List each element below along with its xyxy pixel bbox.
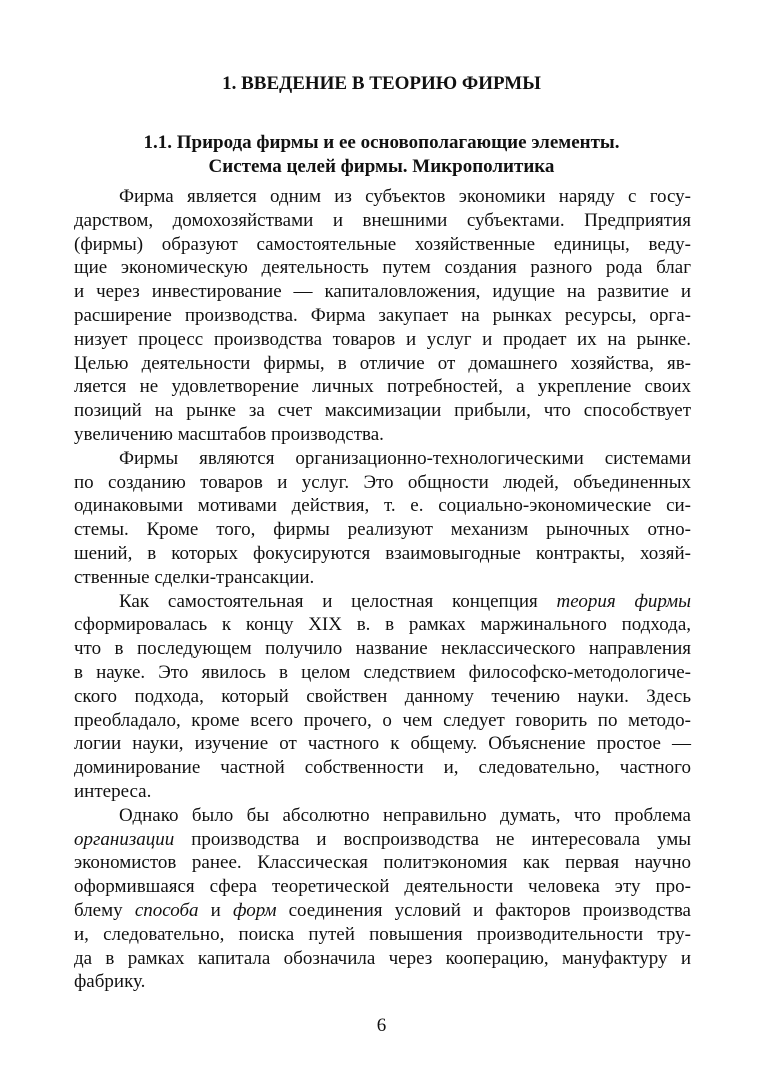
paragraph [74, 185, 691, 447]
text-run: соединения условий и факторов производства [276, 899, 691, 921]
text-line [74, 828, 691, 852]
text-line [74, 732, 691, 756]
text-line [74, 447, 691, 471]
text-run: ляется не удовлетворение личных потребностей, а укрепление своих [74, 376, 691, 398]
text-run: да в рамках капитала обозначила через кооперацию, мануфактуру и [74, 947, 691, 969]
text-run: фабрику. [74, 971, 146, 993]
text-run: оформившаяся сфера теоретической деятельности человека эту про- [74, 876, 691, 898]
text-run: и, следовательно, поиска путей повышения производительности тру- [74, 923, 691, 945]
text-run: (фирмы) образуют самостоятельные хозяйственные единицы, веду- [74, 233, 691, 255]
text-run: блему [74, 899, 135, 921]
paragraph [74, 804, 691, 994]
text-run: в науке. Это явилось в целом следствием философско-методологиче- [74, 661, 691, 683]
text-run: ского подхода, который свойствен данному течению науки. Здесь [74, 685, 691, 707]
text-run: увеличению масштабов производства. [74, 423, 384, 445]
italic-term: форм [233, 899, 277, 921]
section-title-line-1: 1.1. Природа фирмы и ее основополагающие элементы. [143, 132, 620, 153]
text-run: сформировалась к концу XIX в. в рамках маржинального подхода, [74, 614, 691, 636]
text-line [74, 756, 691, 780]
text-run: логии науки, изучение от частного к общему. Объяснение простое — [74, 733, 691, 755]
text-run: низует процесс производства товаров и услуг и продает их на рынке. [74, 328, 691, 350]
text-line [74, 304, 691, 328]
text-line [74, 328, 691, 352]
text-run: интереса. [74, 780, 152, 802]
text-run: Фирмы являются организационно-технологическими системами [119, 447, 691, 469]
text-line [74, 947, 691, 971]
italic-term: организации [74, 828, 175, 850]
text-run: Фирма является одним из субъектов экономики наряду с госу- [119, 186, 691, 207]
text-run: стемы. Кроме того, фирмы реализуют механизм рыночных отно- [74, 519, 691, 541]
paragraph [74, 447, 691, 590]
text-line [74, 399, 691, 423]
text-line [74, 518, 691, 542]
text-run: одинаковыми мотивами действия, т. е. социально-экономические си- [74, 495, 691, 517]
text-line [74, 613, 691, 637]
text-line [74, 233, 691, 257]
text-line [74, 590, 691, 614]
text-line [74, 780, 691, 804]
text-run: позиций на рынке за счет максимизации прибыли, что способствует [74, 400, 691, 422]
text-run: что в последующем получило название неклассического направления [74, 638, 691, 660]
text-line [74, 804, 691, 828]
text-run: Как самостоятельная и целостная концепция [119, 590, 557, 612]
section-title-line-2: Система целей фирмы. Микрополитика [208, 156, 555, 177]
text-run: доминирование частной собственности и, следовательно, частного [74, 757, 691, 779]
text-run: шений, в которых фокусируются взаимовыгодные контракты, хозяй- [74, 542, 691, 564]
text-line [74, 923, 691, 947]
text-line [74, 637, 691, 661]
text-line [74, 471, 691, 495]
text-run: экономистов ранее. Классическая политэкономия как первая научно [74, 852, 691, 874]
text-run: по созданию товаров и услуг. Это общности людей, объединенных [74, 471, 691, 493]
text-run: и через инвестирование — капиталовложения, идущие на развитие и [74, 281, 691, 303]
text-line [74, 851, 691, 875]
text-run: Целью деятельности фирмы, в отличие от домашнего хозяйства, яв- [74, 352, 691, 374]
text-run: Однако было бы абсолютно неправильно думать, что проблема [119, 804, 691, 826]
text-line [74, 566, 691, 590]
text-line [74, 256, 691, 280]
text-line [74, 875, 691, 899]
text-run: расширение производства. Фирма закупает на рынках ресурсы, орга- [74, 304, 691, 326]
text-line [74, 542, 691, 566]
text-line [74, 661, 691, 685]
page-number: 6 [376, 1015, 387, 1036]
text-line [74, 685, 691, 709]
italic-term: способа [134, 899, 199, 921]
text-line [74, 185, 691, 209]
text-line [74, 375, 691, 399]
chapter-title: 1. ВВЕДЕНИЕ В ТЕОРИЮ ФИРМЫ [222, 73, 541, 94]
italic-term: теория фирмы [556, 590, 691, 612]
text-line [74, 899, 691, 923]
text-run: ственные сделки-трансакции. [74, 566, 315, 588]
section-title [0, 131, 763, 179]
text-run: преобладало, кроме всего прочего, о чем следует говорить по методо- [74, 709, 691, 731]
text-line [74, 209, 691, 233]
text-run: производства и воспроизводства не интересовала умы [174, 828, 691, 850]
text-line [74, 423, 691, 447]
text-run: щие экономическую деятельность путем создания разного рода благ [74, 257, 691, 279]
text-line [74, 280, 691, 304]
text-line [74, 709, 691, 733]
paragraph [74, 590, 691, 804]
text-line [74, 494, 691, 518]
body-text [74, 185, 691, 994]
text-line [74, 970, 691, 994]
text-run: дарством, домохозяйствами и внешними субъектами. Предприятия [74, 209, 691, 231]
text-line [74, 352, 691, 376]
text-run: и [198, 899, 234, 921]
